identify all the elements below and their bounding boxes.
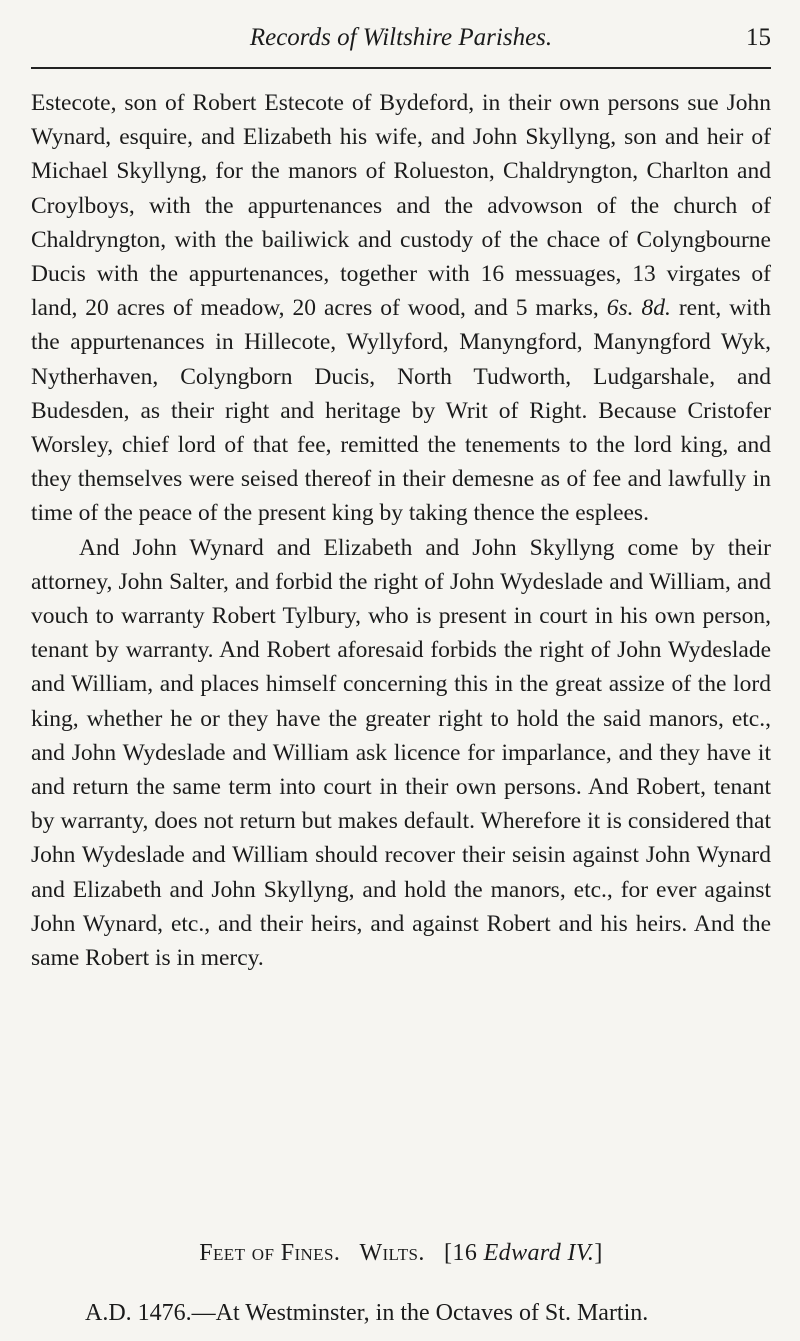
paragraph-1-text-continued: rent, with the appurtenances in Hillecote, Wyllyford, Manyngford, Manyngford Wyk, Nytherhaven, Colyngborn Ducis, North Tudworth, Ludgarshale, and Budesden, as their right and heritage by Writ of Right. Because Cristofer Worsley, chief lord of that fee, remitted the tenements to the lord king, and they themselves were seised thereof in their demesne as of fee and lawfully in time of the peace of the present king by taking thence the esplees.: [31, 295, 771, 527]
date-text: 1476.—At Westminster, in the Octaves of St. Martin.: [131, 1300, 649, 1326]
date-era: A.D.: [85, 1300, 132, 1326]
heading-county: Wilts.: [359, 1240, 425, 1266]
heading-bracket-close: ]: [594, 1240, 603, 1266]
section-heading: [31, 1240, 771, 1267]
heading-reign: Edward IV.: [483, 1240, 595, 1266]
running-title: Records of Wiltshire Parishes.: [249, 24, 553, 51]
heading-feet-of-fines: Feet of Fines.: [199, 1240, 341, 1266]
paragraph-1-text: Estecote, son of Robert Estecote of Bydeford, in their own persons sue John Wynard, esquire, and Elizabeth his wife, and John Skyllyng, son and heir of Michael Skyllyng, for the manors of Rolueston, Chaldryngton, Charlton and Croylboys, with the appurtenances and the advowson of the church of Chaldryngton, with the bailiwick and custody of the chace of Colyngbourne Ducis with the appurtenances, together with 16 messuages, 13 virgates of land, 20 acres of meadow, 20 acres of wood, and 5 marks,: [31, 90, 771, 322]
body-text: [31, 86, 771, 975]
running-head: [31, 18, 771, 58]
heading-bracket-open: [16: [444, 1240, 484, 1266]
money-amount: 6s. 8d.: [606, 295, 671, 322]
header-rule: [31, 67, 771, 69]
paragraph-2: And John Wynard and Elizabeth and John Skyllyng come by their attorney, John Salter, and forbid the right of John Wydeslade and William, and vouch to warranty Robert Tylbury, who is present in court in his own person, tenant by warranty. And Robert aforesaid forbids the right of John Wydeslade and William, and places himself concerning this in the great assize of the lord king, whether he or they have the greater right to hold the said manors, etc., and John Wydeslade and William ask licence for imparlance, and they have it and return the same term into court in their own persons. And Robert, tenant by warranty, does not return but makes default. Wherefore it is considered that John Wydeslade and William should recover their seisin against John Wynard and Elizabeth and John Skyllyng, and hold the manors, etc., for ever against John Wynard, etc., and their heirs, and against Robert and his heirs. And the same Robert is in mercy.: [31, 534, 771, 972]
page-number: 15: [746, 24, 771, 51]
page: [31, 18, 771, 1326]
date-line: [85, 1300, 648, 1327]
paragraph-1: [31, 86, 771, 531]
